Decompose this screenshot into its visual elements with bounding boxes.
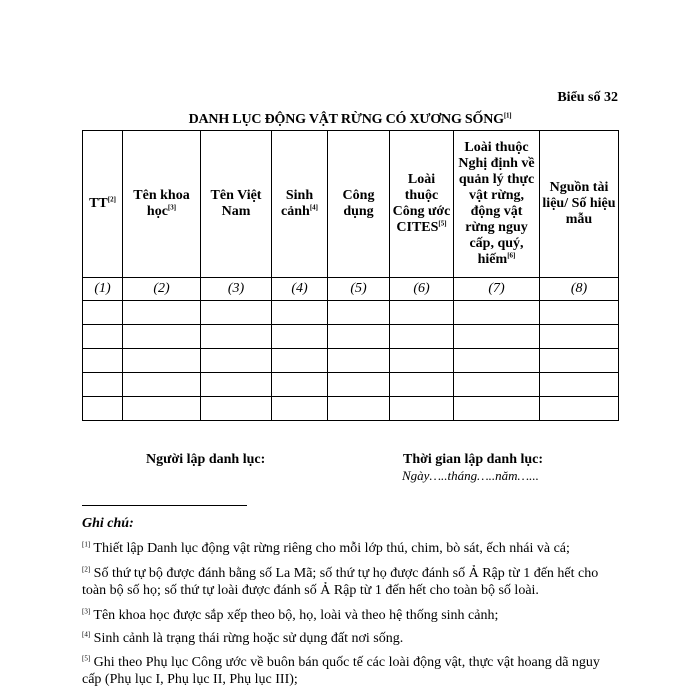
- table-row: [83, 349, 619, 373]
- column-number: (7): [454, 278, 540, 301]
- footnote-divider: [82, 505, 247, 506]
- header-cell-decree: Loài thuộc Nghị định về quản lý thực vật rừng, động vật rừng nguy cấp, quý, hiếm[6]: [454, 131, 540, 278]
- table-row: [83, 373, 619, 397]
- species-table: [82, 130, 619, 421]
- header-cell-source: Nguồn tài liệu/ Số hiệu mẫu: [540, 131, 619, 278]
- column-number: (1): [83, 278, 123, 301]
- form-number: Biểu số 32: [557, 90, 618, 105]
- signer-label: Người lập danh lục:: [146, 452, 266, 467]
- column-number: (6): [390, 278, 454, 301]
- header-cell-vietnamese-name: Tên Việt Nam: [201, 131, 272, 278]
- time-block: [403, 452, 543, 484]
- time-value: Ngày…..tháng…..năm…...: [402, 468, 539, 483]
- column-number: (8): [540, 278, 619, 301]
- notes-title: Ghi chú:: [82, 516, 134, 531]
- time-label: Thời gian lập danh lục:: [403, 452, 544, 467]
- column-number: (2): [123, 278, 201, 301]
- column-number: (3): [201, 278, 272, 301]
- title-text: DANH LỤC ĐỘNG VẬT RỪNG CÓ XƯƠNG SỐNG: [188, 112, 504, 127]
- document-title: [0, 112, 700, 128]
- header-cell-usage: Công dụng: [328, 131, 390, 278]
- title-footnote-ref: [1]: [503, 111, 512, 120]
- header-row: [83, 131, 619, 278]
- header-cell-habitat: Sinh cảnh[4]: [272, 131, 328, 278]
- note-item: [3] Tên khoa học được sắp xếp theo bộ, họ, loài và theo hệ thống sinh cảnh;: [82, 607, 499, 623]
- note-item: [1] Thiết lập Danh lục động vật rừng riêng cho mỗi lớp thú, chim, bò sát, ếch nhái và cá;: [82, 540, 570, 556]
- note-item: [5] Ghi theo Phụ lục Công ước về buôn bán quốc tế các loài động vật, thực vật hoang dã nguy cấp (Phụ lục I, Phụ lục II, Phụ lục III);: [82, 654, 600, 687]
- header-cell-tt: TT[2]: [83, 131, 123, 278]
- column-number-row: [83, 278, 619, 301]
- table-row: [83, 325, 619, 349]
- column-number: (4): [272, 278, 328, 301]
- table-row: [83, 301, 619, 325]
- header-cell-scientific-name: Tên khoa học[3]: [123, 131, 201, 278]
- note-item: [4] Sinh cảnh là trạng thái rừng hoặc sử dụng đất nơi sống.: [82, 630, 404, 646]
- header-cell-cites: Loài thuộc Công ước CITES[5]: [390, 131, 454, 278]
- table-row: [83, 397, 619, 421]
- column-number: (5): [328, 278, 390, 301]
- note-item: [2] Số thứ tự bộ được đánh bằng số La Mã; số thứ tự họ được đánh số Ả Rập từ 1 đến hết cho toàn bộ số họ; số thứ tự loài được đánh số Ả Rập từ 1 đến hết cho toàn bộ số loài.: [82, 565, 599, 598]
